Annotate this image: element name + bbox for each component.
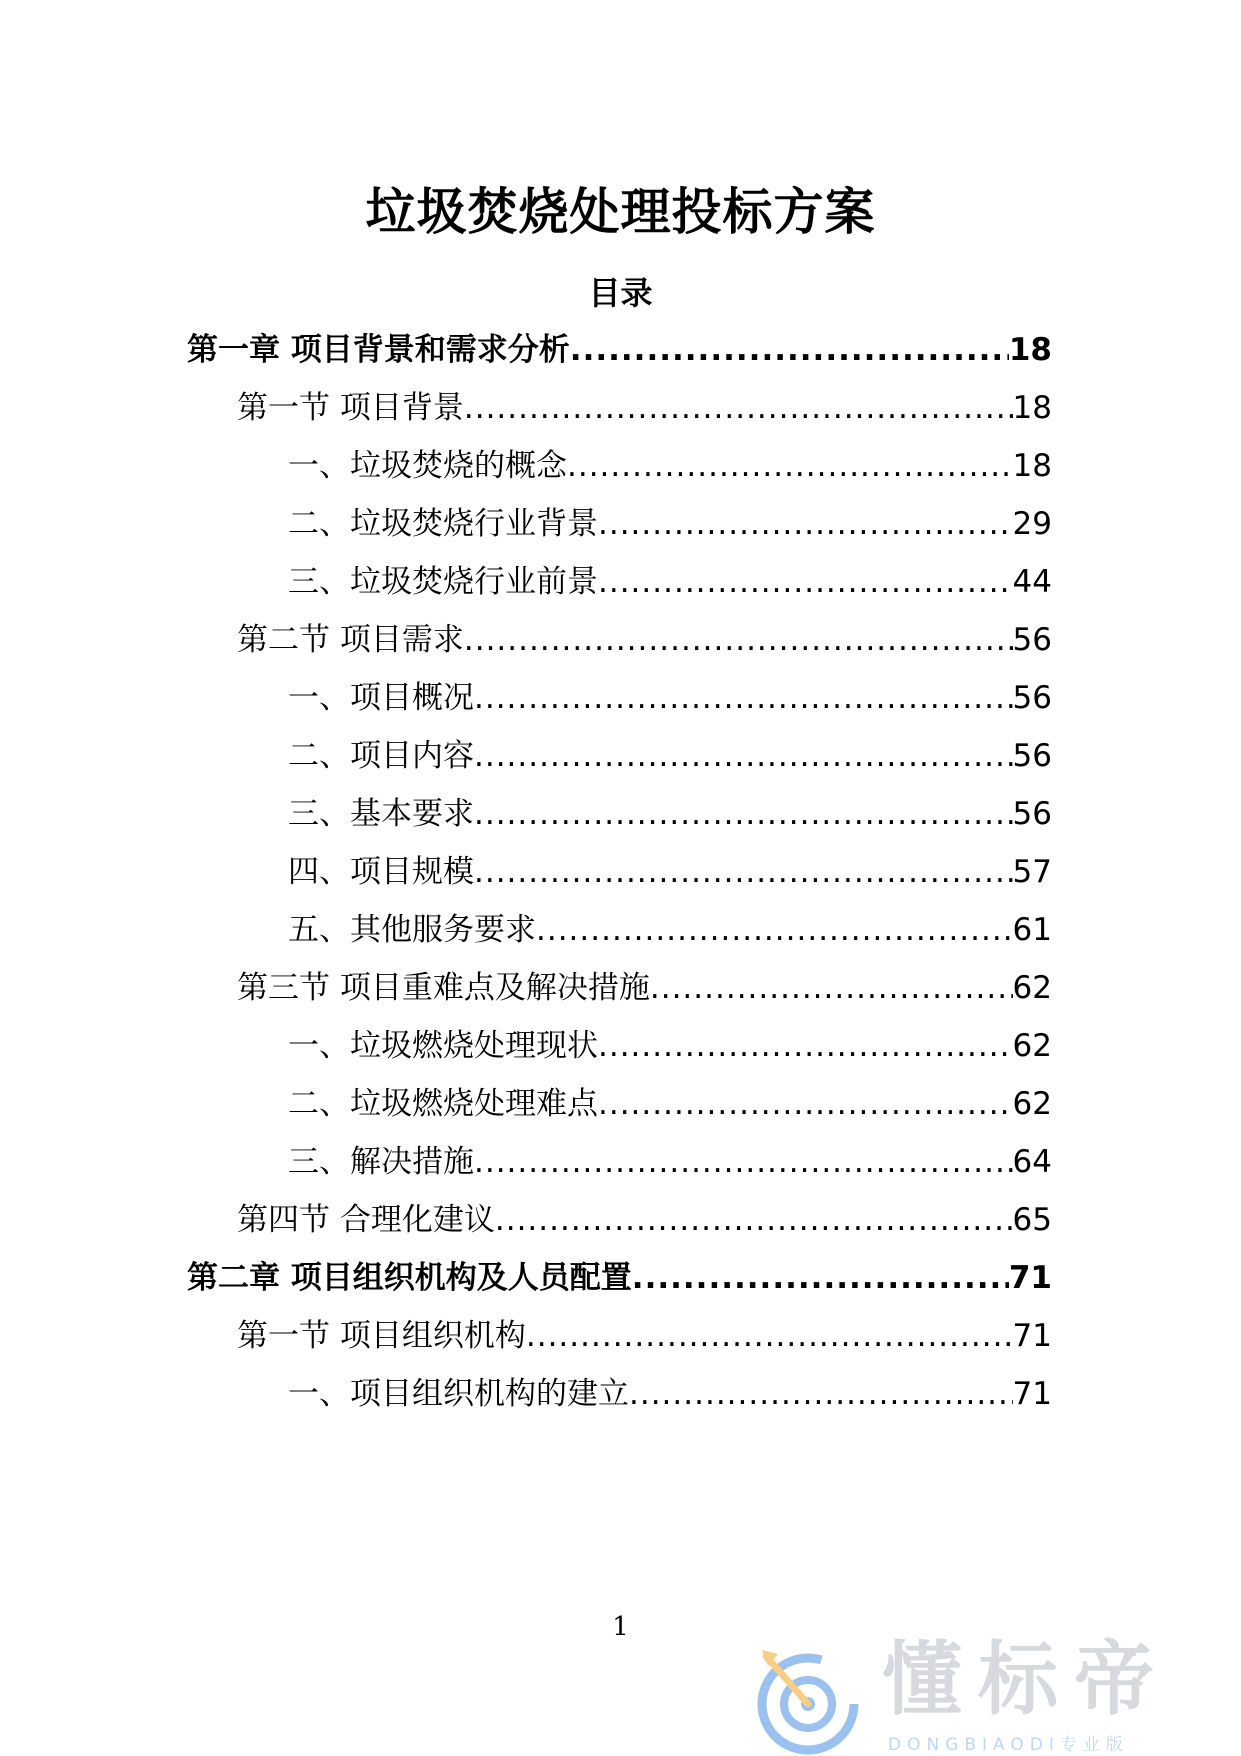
toc-leader-dots bbox=[598, 504, 1013, 544]
watermark bbox=[740, 1630, 1220, 1755]
toc-entry-text: 第二节 项目需求 bbox=[237, 622, 464, 658]
toc-entry[interactable] bbox=[187, 330, 1052, 370]
toc-entry-page: 62 bbox=[1012, 970, 1052, 1006]
toc-entry-page: 18 bbox=[1012, 448, 1052, 484]
toc-entry-page: 18 bbox=[1012, 390, 1052, 426]
toc-entry-text: 第三节 项目重难点及解决措施 bbox=[237, 970, 650, 1006]
toc-entry-page: 44 bbox=[1012, 564, 1052, 600]
toc-leader-dots bbox=[598, 1026, 1013, 1066]
toc-entry-text: 一、垃圾焚烧的概念 bbox=[288, 448, 567, 484]
toc-entry-text: 二、垃圾燃烧处理难点 bbox=[288, 1086, 598, 1122]
toc-leader-dots bbox=[474, 678, 1013, 718]
toc-entry-text: 四、项目规模 bbox=[288, 854, 474, 890]
toc-entry-page: 57 bbox=[1012, 854, 1052, 890]
toc-entry-text: 三、垃圾焚烧行业前景 bbox=[288, 564, 598, 600]
toc-leader-dots bbox=[474, 1142, 1013, 1182]
toc-entry-page: 62 bbox=[1012, 1028, 1052, 1064]
toc-entry-page: 56 bbox=[1012, 796, 1052, 832]
toc-entry-text: 第一节 项目背景 bbox=[237, 390, 464, 426]
document-title: 垃圾焚烧处理投标方案 bbox=[365, 183, 876, 241]
toc-entry-page: 56 bbox=[1012, 680, 1052, 716]
toc-entry-page: 64 bbox=[1012, 1144, 1052, 1180]
toc-entry-text: 第二章 项目组织机构及人员配置 bbox=[187, 1260, 632, 1296]
toc-leader-dots bbox=[536, 910, 1013, 950]
toc-entry-page: 71 bbox=[1008, 1260, 1052, 1296]
toc-entry-page: 71 bbox=[1012, 1376, 1052, 1412]
toc-leader-dots bbox=[474, 794, 1013, 834]
toc-entry[interactable] bbox=[288, 1374, 1052, 1414]
toc-entry[interactable] bbox=[237, 388, 1052, 428]
toc-leader-dots bbox=[632, 1258, 1009, 1298]
toc-entry[interactable] bbox=[288, 910, 1052, 950]
toc-entry-page: 29 bbox=[1012, 506, 1052, 542]
watermark-brand: 懂标帝 bbox=[882, 1633, 1170, 1726]
toc-leader-dots bbox=[474, 852, 1013, 892]
toc-leader-dots bbox=[567, 446, 1013, 486]
toc-entry-page: 62 bbox=[1012, 1086, 1052, 1122]
toc-entry[interactable] bbox=[288, 1084, 1052, 1124]
toc-leader-dots bbox=[598, 562, 1013, 602]
toc-entry-text: 第一节 项目组织机构 bbox=[237, 1318, 526, 1354]
toc-entry[interactable] bbox=[237, 620, 1052, 660]
toc-entry-text: 一、项目组织机构的建立 bbox=[288, 1376, 629, 1412]
toc-entry[interactable] bbox=[288, 852, 1052, 892]
toc-entry-text: 五、其他服务要求 bbox=[288, 912, 536, 948]
toc-entry[interactable] bbox=[237, 968, 1052, 1008]
watermark-subtitle: DONGBIAODI专业版 bbox=[888, 1735, 1129, 1755]
toc-entry-page: 56 bbox=[1012, 738, 1052, 774]
toc-entry[interactable] bbox=[288, 736, 1052, 776]
toc-entry[interactable] bbox=[288, 562, 1052, 602]
toc-entry[interactable] bbox=[288, 1026, 1052, 1066]
toc-leader-dots bbox=[526, 1316, 1013, 1356]
toc-entry-page: 71 bbox=[1012, 1318, 1052, 1354]
toc-entry-text: 二、垃圾焚烧行业背景 bbox=[288, 506, 598, 542]
toc-leader-dots bbox=[464, 388, 1013, 428]
toc-leader-dots bbox=[570, 330, 1009, 370]
toc-entry-text: 一、项目概况 bbox=[288, 680, 474, 716]
toc-entry-page: 56 bbox=[1012, 622, 1052, 658]
target-logo-icon bbox=[752, 1644, 864, 1756]
toc-entry-page: 61 bbox=[1012, 912, 1052, 948]
toc-entry-text: 二、项目内容 bbox=[288, 738, 474, 774]
toc-leader-dots bbox=[598, 1084, 1013, 1124]
toc-entry-text: 第一章 项目背景和需求分析 bbox=[187, 332, 570, 368]
toc-entry[interactable] bbox=[237, 1316, 1052, 1356]
page-number: 1 bbox=[612, 1612, 629, 1642]
toc-entry[interactable] bbox=[237, 1200, 1052, 1240]
toc-entry[interactable] bbox=[288, 504, 1052, 544]
toc-entry[interactable] bbox=[288, 1142, 1052, 1182]
toc-entry-text: 一、垃圾燃烧处理现状 bbox=[288, 1028, 598, 1064]
toc-entry[interactable] bbox=[187, 1258, 1052, 1298]
toc-entry-page: 18 bbox=[1008, 332, 1052, 368]
toc-leader-dots bbox=[474, 736, 1013, 776]
toc-entry[interactable] bbox=[288, 678, 1052, 718]
toc-leader-dots bbox=[629, 1374, 1013, 1414]
toc-leader-dots bbox=[650, 968, 1013, 1008]
toc-entry[interactable] bbox=[288, 446, 1052, 486]
toc-entry-page: 65 bbox=[1012, 1202, 1052, 1238]
toc-entry-text: 三、基本要求 bbox=[288, 796, 474, 832]
toc-entry-text: 第四节 合理化建议 bbox=[237, 1202, 495, 1238]
toc-entry-text: 三、解决措施 bbox=[288, 1144, 474, 1180]
toc-leader-dots bbox=[495, 1200, 1013, 1240]
toc-heading: 目录 bbox=[588, 274, 653, 312]
toc-entry[interactable] bbox=[288, 794, 1052, 834]
toc-leader-dots bbox=[464, 620, 1013, 660]
